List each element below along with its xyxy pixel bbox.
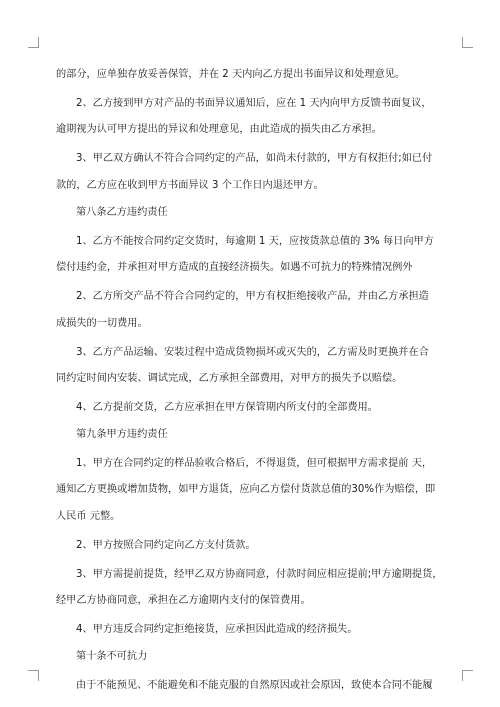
paragraph-line: 2、乙方所交产品不符合合同约定的，甲方有权拒绝接收产品，并由乙方承担造 [76,291,429,302]
section-heading: 第十条不可抗力 [76,651,148,662]
crop-mark-top-left [28,37,39,48]
paragraph-line: 1、甲方在合同约定的样品验收合格后，不得退货，但可根据甲方需求提前 天， [76,458,433,469]
section-heading: 第八条乙方违约责任 [76,207,168,218]
paragraph-line: 4、乙方提前交货，乙方应承担在甲方保管期内所支付的全部费用。 [76,402,378,413]
section-heading: 第九条甲方违约责任 [76,429,168,440]
paragraph-line: 4、甲方违反合同约定拒绝接货，应承担因此造成的经济损失。 [76,624,358,635]
crop-mark-bottom-right [462,670,473,681]
paragraph-line: 偿付违约金，并承担对甲方造成的直接经济损失。如遇不可抗力的特殊情况例外 [56,262,413,273]
crop-mark-top-right [462,37,473,48]
paragraph-line: 3、甲乙双方确认不符合合同约定的产品，如尚未付款的，甲方有权拒付;如已付 [76,153,433,164]
paragraph-line: 通知乙方更换或增加货物，如甲方退货，应向乙方偿付货款总值的30%作为赔偿，即 [56,484,436,495]
paragraph-line: 款的，乙方应在收到甲方书面异议 3 个工作日内退还甲方。 [56,180,324,191]
paragraph-line: 2、甲方按照合同约定向乙方支付货款。 [76,540,256,551]
paragraph-line: 由于不能预见、不能避免和不能克服的自然原因或社会原因，致使本合同不能履 [76,680,433,691]
paragraph-line: 逾期视为认可甲方提出的异议和处理意见，由此造成的损失由乙方承担。 [56,124,382,135]
paragraph-line: 成损失的一切费用。 [56,318,148,329]
paragraph-line: 的部分，应单独存放妥善保管，并在 2 天内向乙方提出书面异议和处理意见。 [56,69,406,80]
paragraph-line: 经甲乙方协商同意，承担在乙方逾期内支付的保管费用。 [56,595,311,606]
paragraph-line: 同约定时间内安装、调试完成，乙方承担全部费用，对甲方的损失予以赔偿。 [56,373,403,384]
crop-mark-bottom-left [28,670,39,681]
paragraph-line: 1、乙方不能按合同约定交货时，每逾期 1 天，应按货款总值的 3% 每日向甲方 [76,236,434,247]
paragraph-line: 3、甲方需提前提货，经甲乙双方协商同意，付款时间应相应提前;甲方逾期提货， [76,569,443,580]
paragraph-line: 3、乙方产品运输、安装过程中造成货物损坏或灭失的，乙方需及时更换并在合 [76,347,429,358]
paragraph-line: 人民币 元整。 [56,511,121,522]
paragraph-line: 2、乙方接到甲方对产品的书面异议通知后，应在 1 天内向甲方反馈书面复议， [76,98,432,109]
